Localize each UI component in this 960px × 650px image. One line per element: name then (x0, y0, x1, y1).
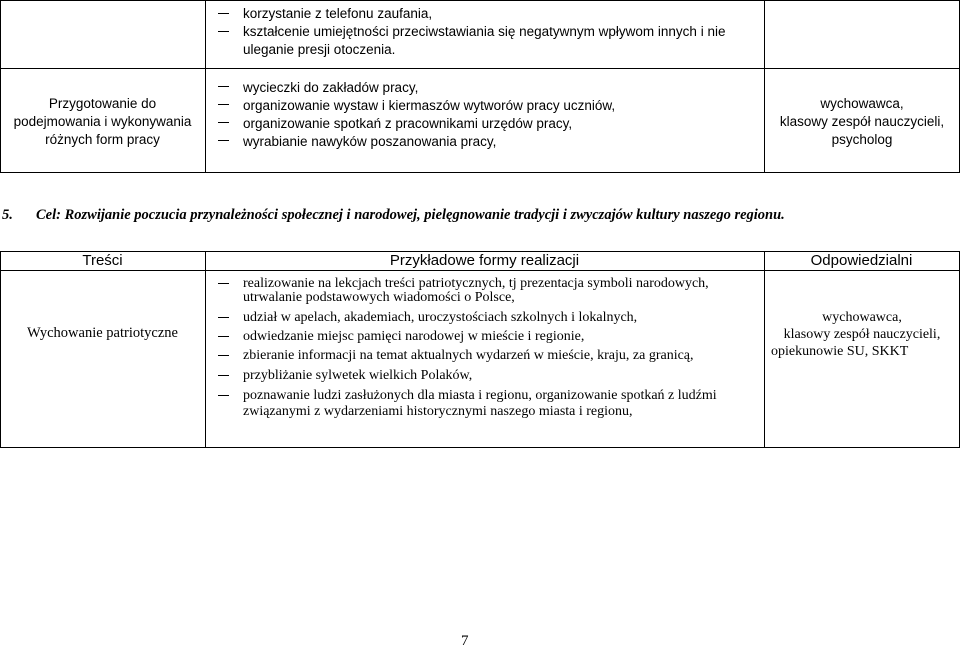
list-bullet (218, 13, 229, 14)
responsible-line: wychowawca, (820, 96, 904, 111)
table1-rule-bottom (0, 172, 960, 173)
table2-rule-bottom (0, 447, 960, 448)
responsible-line: psycholog (831, 132, 893, 147)
table2-col-line-2 (205, 251, 206, 448)
table1-rule-top (0, 0, 960, 1)
list-bullet (218, 375, 229, 376)
list-item: udział w apelach, akademiach, uroczystościach szkolnych i lokalnych, (243, 310, 638, 325)
table1-col-line-2 (205, 0, 206, 173)
responsible-line: klasowy zespół nauczycieli, (779, 114, 945, 129)
responsible-line: wychowawca, (822, 310, 902, 325)
list-bullet (218, 283, 229, 284)
list-bullet (218, 395, 229, 396)
page-number: 7 (461, 633, 469, 649)
table1-rule-middle (0, 68, 960, 69)
row-label-line: podejmowania i wykonywania (13, 114, 192, 129)
table2-col-line-1 (0, 251, 1, 448)
list-bullet (218, 31, 229, 32)
section-number: 5. (2, 207, 13, 223)
list-item: wycieczki do zakładów pracy, (243, 80, 419, 95)
header-tresci: Treści (82, 252, 123, 269)
row-label-line: Przygotowanie do (48, 96, 157, 111)
list-bullet (218, 122, 229, 123)
list-bullet (218, 104, 229, 105)
header-odpowiedzialni: Odpowiedzialni (810, 252, 913, 269)
list-bullet (218, 317, 229, 318)
list-item: organizowanie wystaw i kiermaszów wytworów pracy uczniów, (243, 98, 616, 113)
table2-col-line-3 (764, 251, 765, 448)
list-bullet (218, 86, 229, 87)
list-item: przybliżanie sylwetek wielkich Polaków, (243, 368, 473, 383)
row-label-line: różnych form pracy (45, 132, 160, 147)
table2-rule-header (0, 270, 960, 271)
responsible-line: opiekunowie SU, SKKT (771, 344, 909, 359)
list-bullet (218, 336, 229, 337)
list-item-continuation: uleganie presji otoczenia. (243, 42, 396, 57)
list-item: organizowanie spotkań z pracownikami urzędów pracy, (243, 116, 573, 131)
list-item-continuation: utrwalanie podstawowych wiadomości o Polsce, (243, 290, 515, 305)
list-bullet (218, 140, 229, 141)
list-item: realizowanie na lekcjach treści patriotycznych, tj prezentacja symboli narodowych, (243, 276, 709, 291)
list-item: poznawanie ludzi zasłużonych dla miasta i regionu, organizowanie spotkań z ludźmi (243, 388, 717, 403)
responsible-line: klasowy zespół nauczycieli, (783, 327, 941, 342)
list-item: wyrabianie nawyków poszanowania pracy, (243, 134, 497, 149)
row-label: Wychowanie patriotyczne (27, 325, 178, 341)
list-item: zbieranie informacji na temat aktualnych wydarzeń w mieście, kraju, za granicą, (243, 348, 694, 363)
list-item-continuation: związanymi z wydarzeniami historycznymi naszego miasta i regionu, (243, 404, 633, 419)
list-item: odwiedzanie miejsc pamięci narodowej w mieście i regionie, (243, 329, 585, 344)
header-formy-realizacji: Przykładowe formy realizacji (389, 252, 580, 269)
list-item: kształcenie umiejętności przeciwstawiania się negatywnym wpływom innych i nie (243, 24, 726, 39)
section-title: Cel: Rozwijanie poczucia przynależności społecznej i narodowej, pielęgnowanie tradycji i zwyczajów kultury naszego regionu. (36, 207, 785, 223)
list-bullet (218, 355, 229, 356)
list-item: korzystanie z telefonu zaufania, (243, 6, 433, 21)
